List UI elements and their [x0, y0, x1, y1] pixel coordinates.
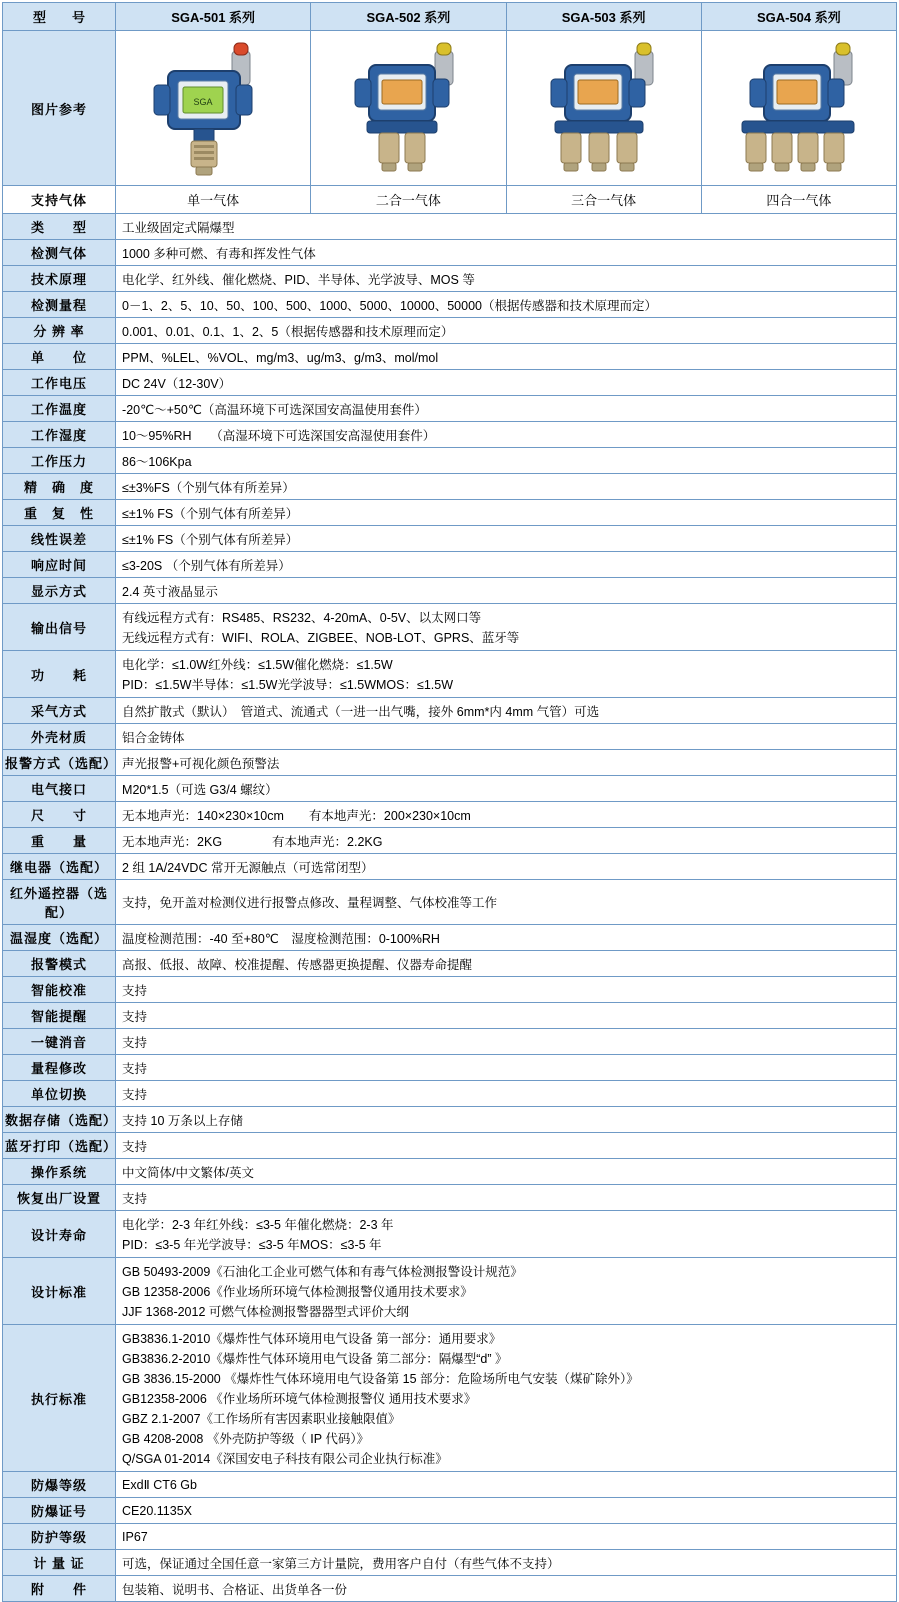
spec-value: 自然扩散式（默认） 管道式、流通式（一进一出气嘴，接外 6mm*内 4mm 气管）可选: [116, 698, 897, 724]
spec-label: 计 量 证: [3, 1550, 116, 1576]
spec-label: 报警模式: [3, 951, 116, 977]
spec-label: 单位切换: [3, 1081, 116, 1107]
spec-value: 无本地声光：2KG 有本地声光：2.2KG: [116, 828, 897, 854]
spec-label: 线性误差: [3, 526, 116, 552]
model-503: SGA-503 系列: [506, 3, 701, 31]
exec-standard-value: [116, 1325, 897, 1472]
exec-standard-line: Q/SGA 01-2014《深国安电子科技有限公司企业执行标准》: [122, 1452, 448, 1466]
spec-label: 外壳材质: [3, 724, 116, 750]
output-signal-label: 输出信号: [3, 604, 116, 651]
table-row: [3, 344, 897, 370]
exec-standard-line: GB 3836.15-2000 《爆炸性气体环境用电气设备第 15 部分：危险场所电气安装（煤矿除外）》: [122, 1372, 639, 1386]
table-row: [3, 396, 897, 422]
spec-label: 采气方式: [3, 698, 116, 724]
table-row: [3, 422, 897, 448]
spec-value: 0.001、0.01、0.1、1、2、5（根据传感器和技术原理而定）: [116, 318, 897, 344]
spec-value: 86～106Kpa: [116, 448, 897, 474]
spec-label: 一键消音: [3, 1029, 116, 1055]
spec-value: 声光报警+可视化颜色预警法: [116, 750, 897, 776]
spec-value: CE20.1135X: [116, 1498, 897, 1524]
power-catalytic: 催化燃烧：≤1.5W: [294, 658, 393, 672]
gas-detector-icon: [128, 35, 298, 181]
spec-value: 可选，保证通过全国任意一家第三方计量院，费用客户自付（有些气体不支持）: [116, 1550, 897, 1576]
spec-value: DC 24V（12-30V）: [116, 370, 897, 396]
design-life-line-1: [122, 1214, 890, 1234]
table-row-design-life: [3, 1211, 897, 1258]
spec-value: IP67: [116, 1524, 897, 1550]
spec-label: 尺 寸: [3, 802, 116, 828]
table-row: [3, 1576, 897, 1602]
spec-value: ≤3-20S （个别气体有所差异）: [116, 552, 897, 578]
table-row: [3, 1107, 897, 1133]
table-row: [3, 776, 897, 802]
spec-value: 中文简体/中文繁体/英文: [116, 1159, 897, 1185]
spec-label: 分 辨 率: [3, 318, 116, 344]
table-row: [3, 1029, 897, 1055]
exec-standard-line: GB 4208-2008 《外壳防护等级（ IP 代码）》: [122, 1432, 370, 1446]
spec-value: 支持，免开盖对检测仪进行报警点修改、量程调整、气体校准等工作: [116, 880, 897, 925]
spec-label: 单 位: [3, 344, 116, 370]
model-502: SGA-502 系列: [311, 3, 506, 31]
support-gas-503: 三合一气体: [506, 186, 701, 214]
spec-label: 继电器（选配）: [3, 854, 116, 880]
spec-label: 精 确 度: [3, 474, 116, 500]
design-standard-label: 设计标准: [3, 1258, 116, 1325]
table-row: [3, 474, 897, 500]
spec-value: 铝合金铸体: [116, 724, 897, 750]
spec-label: 操作系统: [3, 1159, 116, 1185]
spec-label: 红外遥控器（选配）: [3, 880, 116, 925]
life-optical: 光学波导：≤3-5 年: [196, 1238, 300, 1252]
spec-label: 工作压力: [3, 448, 116, 474]
output-signal-line-wired: 有线远程方式有：RS485、RS232、4-20mA、0-5V、以太网口等: [122, 611, 482, 625]
table-row-power: [3, 651, 897, 698]
spec-label: 工作湿度: [3, 422, 116, 448]
gas-detector-icon: [323, 35, 493, 181]
spec-value: 支持 10 万条以上存储: [116, 1107, 897, 1133]
table-row: [3, 1159, 897, 1185]
spec-value: 10～95%RH （高湿环境下可选深国安高湿使用套件）: [116, 422, 897, 448]
table-row: [3, 1524, 897, 1550]
table-row-support-gas: [3, 186, 897, 214]
spec-label: 防护等级: [3, 1524, 116, 1550]
gas-detector-icon: [714, 35, 884, 181]
table-row: [3, 318, 897, 344]
table-row: [3, 292, 897, 318]
output-signal-value: [116, 604, 897, 651]
spec-value: 支持: [116, 1185, 897, 1211]
spec-label: 蓝牙打印（选配）: [3, 1133, 116, 1159]
life-infrared: 红外线：≤3-5 年: [206, 1218, 297, 1232]
spec-value: 温度检测范围：-40 至+80℃ 湿度检测范围：0-100%RH: [116, 925, 897, 951]
support-gas-504: 四合一气体: [701, 186, 896, 214]
spec-label: 工作电压: [3, 370, 116, 396]
table-row: [3, 1055, 897, 1081]
life-mos: MOS：≤3-5 年: [299, 1238, 382, 1252]
table-row: [3, 1081, 897, 1107]
table-row: [3, 552, 897, 578]
spec-value: 1000 多种可燃、有毒和挥发性气体: [116, 240, 897, 266]
spec-label: 技术原理: [3, 266, 116, 292]
table-row: [3, 500, 897, 526]
model-label: 型 号: [3, 3, 116, 31]
spec-value: 支持: [116, 1133, 897, 1159]
table-row: [3, 578, 897, 604]
table-row: [3, 1185, 897, 1211]
exec-standard-line: GB3836.2-2010《爆炸性气体环境用电气设备 第二部分：隔爆型“d” 》: [122, 1352, 508, 1366]
design-standard-line: GB 50493-2009《石油化工企业可燃气体和有毒气体检测报警设计规范》: [122, 1265, 523, 1279]
table-row: [3, 266, 897, 292]
exec-standard-label: 执行标准: [3, 1325, 116, 1472]
spec-value: 支持: [116, 1081, 897, 1107]
power-line-2: [122, 674, 890, 694]
power-electrochemical: 电化学：≤1.0W: [122, 658, 209, 672]
table-row: [3, 698, 897, 724]
spec-label: 重 复 性: [3, 500, 116, 526]
design-standard-line: GB 12358-2006《作业场所环境气体检测报警仪通用技术要求》: [122, 1285, 473, 1299]
power-label: 功 耗: [3, 651, 116, 698]
spec-value: ≤±1% FS（个别气体有所差异）: [116, 500, 897, 526]
power-line-1: [122, 654, 890, 674]
spec-value: ≤±1% FS（个别气体有所差异）: [116, 526, 897, 552]
table-row: [3, 750, 897, 776]
table-row: [3, 977, 897, 1003]
spec-label: 响应时间: [3, 552, 116, 578]
life-pid: PID：≤3-5 年: [122, 1238, 197, 1252]
model-504: SGA-504 系列: [701, 3, 896, 31]
design-life-value: [116, 1211, 897, 1258]
spec-label: 智能提醒: [3, 1003, 116, 1029]
table-row: [3, 1003, 897, 1029]
spec-value: 2 组 1A/24VDC 常开无源触点（可选常闭型）: [116, 854, 897, 880]
device-image-503: [506, 31, 701, 186]
exec-standard-line: GBZ 2.1-2007《工作场所有害因素职业接触限值》: [122, 1412, 401, 1426]
table-row: [3, 370, 897, 396]
table-row: [3, 854, 897, 880]
spec-value: ≤±3%FS（个别气体有所差异）: [116, 474, 897, 500]
table-row-design-standard: [3, 1258, 897, 1325]
svg-text:SGA: SGA: [193, 97, 213, 107]
spec-value: 0－1、2、5、10、50、100、500、1000、5000、10000、50000（根据传感器和技术原理而定）: [116, 292, 897, 318]
spec-value: 支持: [116, 1029, 897, 1055]
support-gas-502: 二合一气体: [311, 186, 506, 214]
spec-label: 温湿度（选配）: [3, 925, 116, 951]
table-row: [3, 1498, 897, 1524]
power-mos: MOS：≤1.5W: [376, 678, 454, 692]
table-row-model: [3, 3, 897, 31]
table-row-images: [3, 31, 897, 186]
table-row: [3, 448, 897, 474]
table-row: [3, 880, 897, 925]
table-row: [3, 802, 897, 828]
output-signal-line-wireless: 无线远程方式有：WIFI、ROLA、ZIGBEE、NOB-LOT、GPRS、蓝牙等: [122, 631, 520, 645]
spec-label: 防爆等级: [3, 1472, 116, 1498]
spec-label: 检测量程: [3, 292, 116, 318]
table-row-exec-standard: [3, 1325, 897, 1472]
device-image-502: [311, 31, 506, 186]
spec-label: 重 量: [3, 828, 116, 854]
device-image-504: [701, 31, 896, 186]
spec-label: 量程修改: [3, 1055, 116, 1081]
table-row: [3, 526, 897, 552]
spec-label: 电气接口: [3, 776, 116, 802]
design-life-line-2: [122, 1234, 890, 1254]
image-ref-label: 图片参考: [3, 31, 116, 186]
spec-value: 支持: [116, 977, 897, 1003]
support-gas-label: 支持气体: [3, 186, 116, 214]
power-pid: PID：≤1.5W: [122, 678, 192, 692]
spec-label: 防爆证号: [3, 1498, 116, 1524]
spec-value: 支持: [116, 1055, 897, 1081]
spec-value: 包装箱、说明书、合格证、出货单各一份: [116, 1576, 897, 1602]
design-standard-value: [116, 1258, 897, 1325]
table-row: [3, 1472, 897, 1498]
spec-value: 工业级固定式隔爆型: [116, 214, 897, 240]
table-row: [3, 951, 897, 977]
spec-value: PPM、%LEL、%VOL、mg/m3、ug/m3、g/m3、mol/mol: [116, 344, 897, 370]
table-row: [3, 1550, 897, 1576]
spec-label: 显示方式: [3, 578, 116, 604]
spec-label: 智能校准: [3, 977, 116, 1003]
exec-standard-line: GB3836.1-2010《爆炸性气体环境用电气设备 第一部分：通用要求》: [122, 1332, 502, 1346]
gas-detector-icon: [519, 35, 689, 181]
spec-label: 附 件: [3, 1576, 116, 1602]
spec-value: -20℃～+50℃（高温环境下可选深国安高温使用套件）: [116, 396, 897, 422]
table-row: [3, 214, 897, 240]
life-catalytic: 催化燃烧：2-3 年: [296, 1218, 394, 1232]
device-image-501: [116, 31, 311, 186]
spec-value: M20*1.5（可选 G3/4 螺纹）: [116, 776, 897, 802]
power-optical: 光学波导：≤1.5W: [277, 678, 376, 692]
spec-value: 高报、低报、故障、校准提醒、传感器更换提醒、仪器寿命提醒: [116, 951, 897, 977]
power-semiconductor: 半导体：≤1.5W: [191, 678, 278, 692]
table-row: [3, 724, 897, 750]
design-life-label: 设计寿命: [3, 1211, 116, 1258]
specification-table: [2, 2, 897, 1602]
table-row: [3, 828, 897, 854]
life-electrochemical: 电化学：2-3 年: [122, 1218, 207, 1232]
exec-standard-line: GB12358-2006 《作业场所环境气体检测报警仪 通用技术要求》: [122, 1392, 477, 1406]
spec-value: 无本地声光：140×230×10cm 有本地声光：200×230×10cm: [116, 802, 897, 828]
spec-value: 2.4 英寸液晶显示: [116, 578, 897, 604]
table-row: [3, 240, 897, 266]
table-row: [3, 1133, 897, 1159]
spec-label: 工作温度: [3, 396, 116, 422]
spec-label: 类 型: [3, 214, 116, 240]
table-row-output-signal: [3, 604, 897, 651]
support-gas-501: 单一气体: [116, 186, 311, 214]
spec-label: 数据存储（选配）: [3, 1107, 116, 1133]
spec-value: ExdⅡ CT6 Gb: [116, 1472, 897, 1498]
spec-label: 检测气体: [3, 240, 116, 266]
power-value: [116, 651, 897, 698]
table-row: [3, 925, 897, 951]
spec-sheet: [0, 2, 899, 1597]
model-501: SGA-501 系列: [116, 3, 311, 31]
spec-value: 支持: [116, 1003, 897, 1029]
spec-label: 报警方式（选配）: [3, 750, 116, 776]
power-infrared: 红外线：≤1.5W: [208, 658, 295, 672]
spec-value: 电化学、红外线、催化燃烧、PID、半导体、光学波导、MOS 等: [116, 266, 897, 292]
spec-label: 恢复出厂设置: [3, 1185, 116, 1211]
design-standard-line: JJF 1368-2012 可燃气体检测报警器器型式评价大纲: [122, 1305, 409, 1319]
